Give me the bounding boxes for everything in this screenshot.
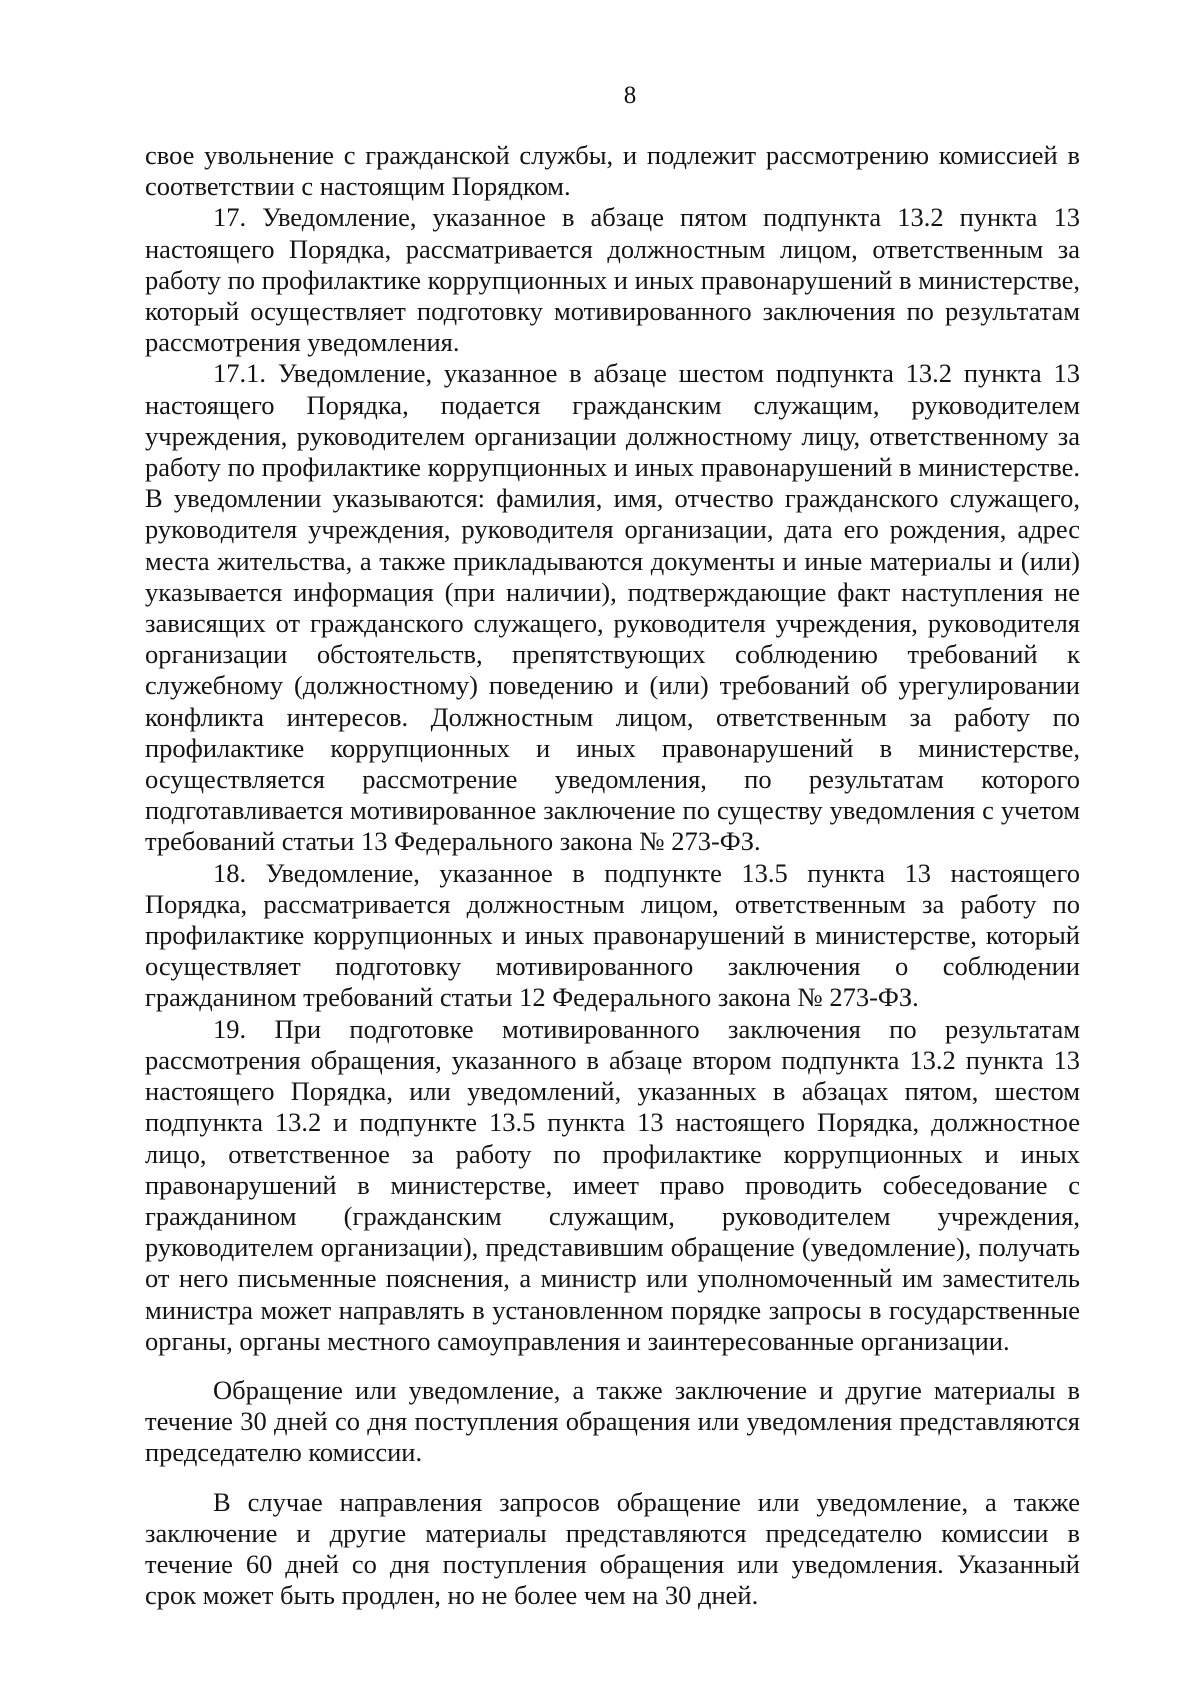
paragraph-continuation: свое увольнение с гражданской службы, и подлежит рассмотрению комиссией в соответствии с настоящим Порядком. [145, 140, 1080, 202]
paragraph-18: 18. Уведомление, указанное в подпункте 13.5 пункта 13 настоящего Порядка, рассматривается должностным лицом, ответственным за работу по профилактике коррупционных и иных правонарушений в министерстве, который осуществляет подготовку мотивированного заключения о соблюдении гражданином требований статьи 12 Федерального закона № 273-ФЗ. [145, 857, 1080, 1013]
paragraph-19: 19. При подготовке мотивированного заключения по результатам рассмотрения обращения, указанного в абзаце втором подпункта 13.2 пункта 13 настоящего Порядка, или уведомлений, указанных в абзацах пятом, шестом подпункта 13.2 и подпункте 13.5 пункта 13 настоящего Порядка, должностное лицо, ответственное за работу по профилактике коррупционных и иных правонарушений в министерстве, имеет право проводить собеседование с гражданином (гражданским служащим, руководителем учреждения, руководителем организации), представившим обращение (уведомление), получать от него письменные пояснения, а министр или уполномоченный им заместитель министра может направлять в установленном порядке запросы в государственные органы, органы местного самоуправления и заинтересованные организации. [145, 1013, 1080, 1356]
paragraph-19-extension: В случае направления запросов обращение или уведомление, а также заключение и другие материалы представляются председателю комиссии в течение 60 дней со дня поступления обращения или уведомления. Указанный срок может быть продлен, но не более чем на 30 дней. [145, 1486, 1080, 1611]
paragraph-17-1: 17.1. Уведомление, указанное в абзаце шестом подпункта 13.2 пункта 13 настоящего Порядка, подается гражданским служащим, руководителем учреждения, руководителем организации должностному лицу, ответственному за работу по профилактике коррупционных и иных правонарушений в министерстве. В уведомлении указываются: фамилия, имя, отчество гражданского служащего, руководителя учреждения, руководителя организации, дата его рождения, адрес места жительства, а также прикладываются документы и иные материалы и (или) указывается информация (при наличии), подтверждающие факт наступления не зависящих от гражданского служащего, руководителя учреждения, руководителя организации обстоятельств, препятствующих соблюдению требований к служебному (должностному) поведению и (или) требований об урегулировании конфликта интересов. Должностным лицом, ответственным за работу по профилактике коррупционных и иных правонарушений в министерстве, осуществляется рассмотрение уведомления, по результатам которого подготавливается мотивированное заключение по существу уведомления с учетом требований статьи 13 Федерального закона № 273-ФЗ. [145, 358, 1080, 857]
page-number: 8 [623, 82, 637, 109]
paragraph-17: 17. Уведомление, указанное в абзаце пятом подпункта 13.2 пункта 13 настоящего Порядка, рассматривается должностным лицом, ответственным за работу по профилактике коррупционных и иных правонарушений в министерстве, который осуществляет подготовку мотивированного заключения по результатам рассмотрения уведомления. [145, 202, 1080, 358]
document-body [145, 140, 1080, 1611]
paragraph-19-deadline: Обращение или уведомление, а также заключение и другие материалы в течение 30 дней со дня поступления обращения или уведомления представляются председателю комиссии. [145, 1374, 1080, 1468]
